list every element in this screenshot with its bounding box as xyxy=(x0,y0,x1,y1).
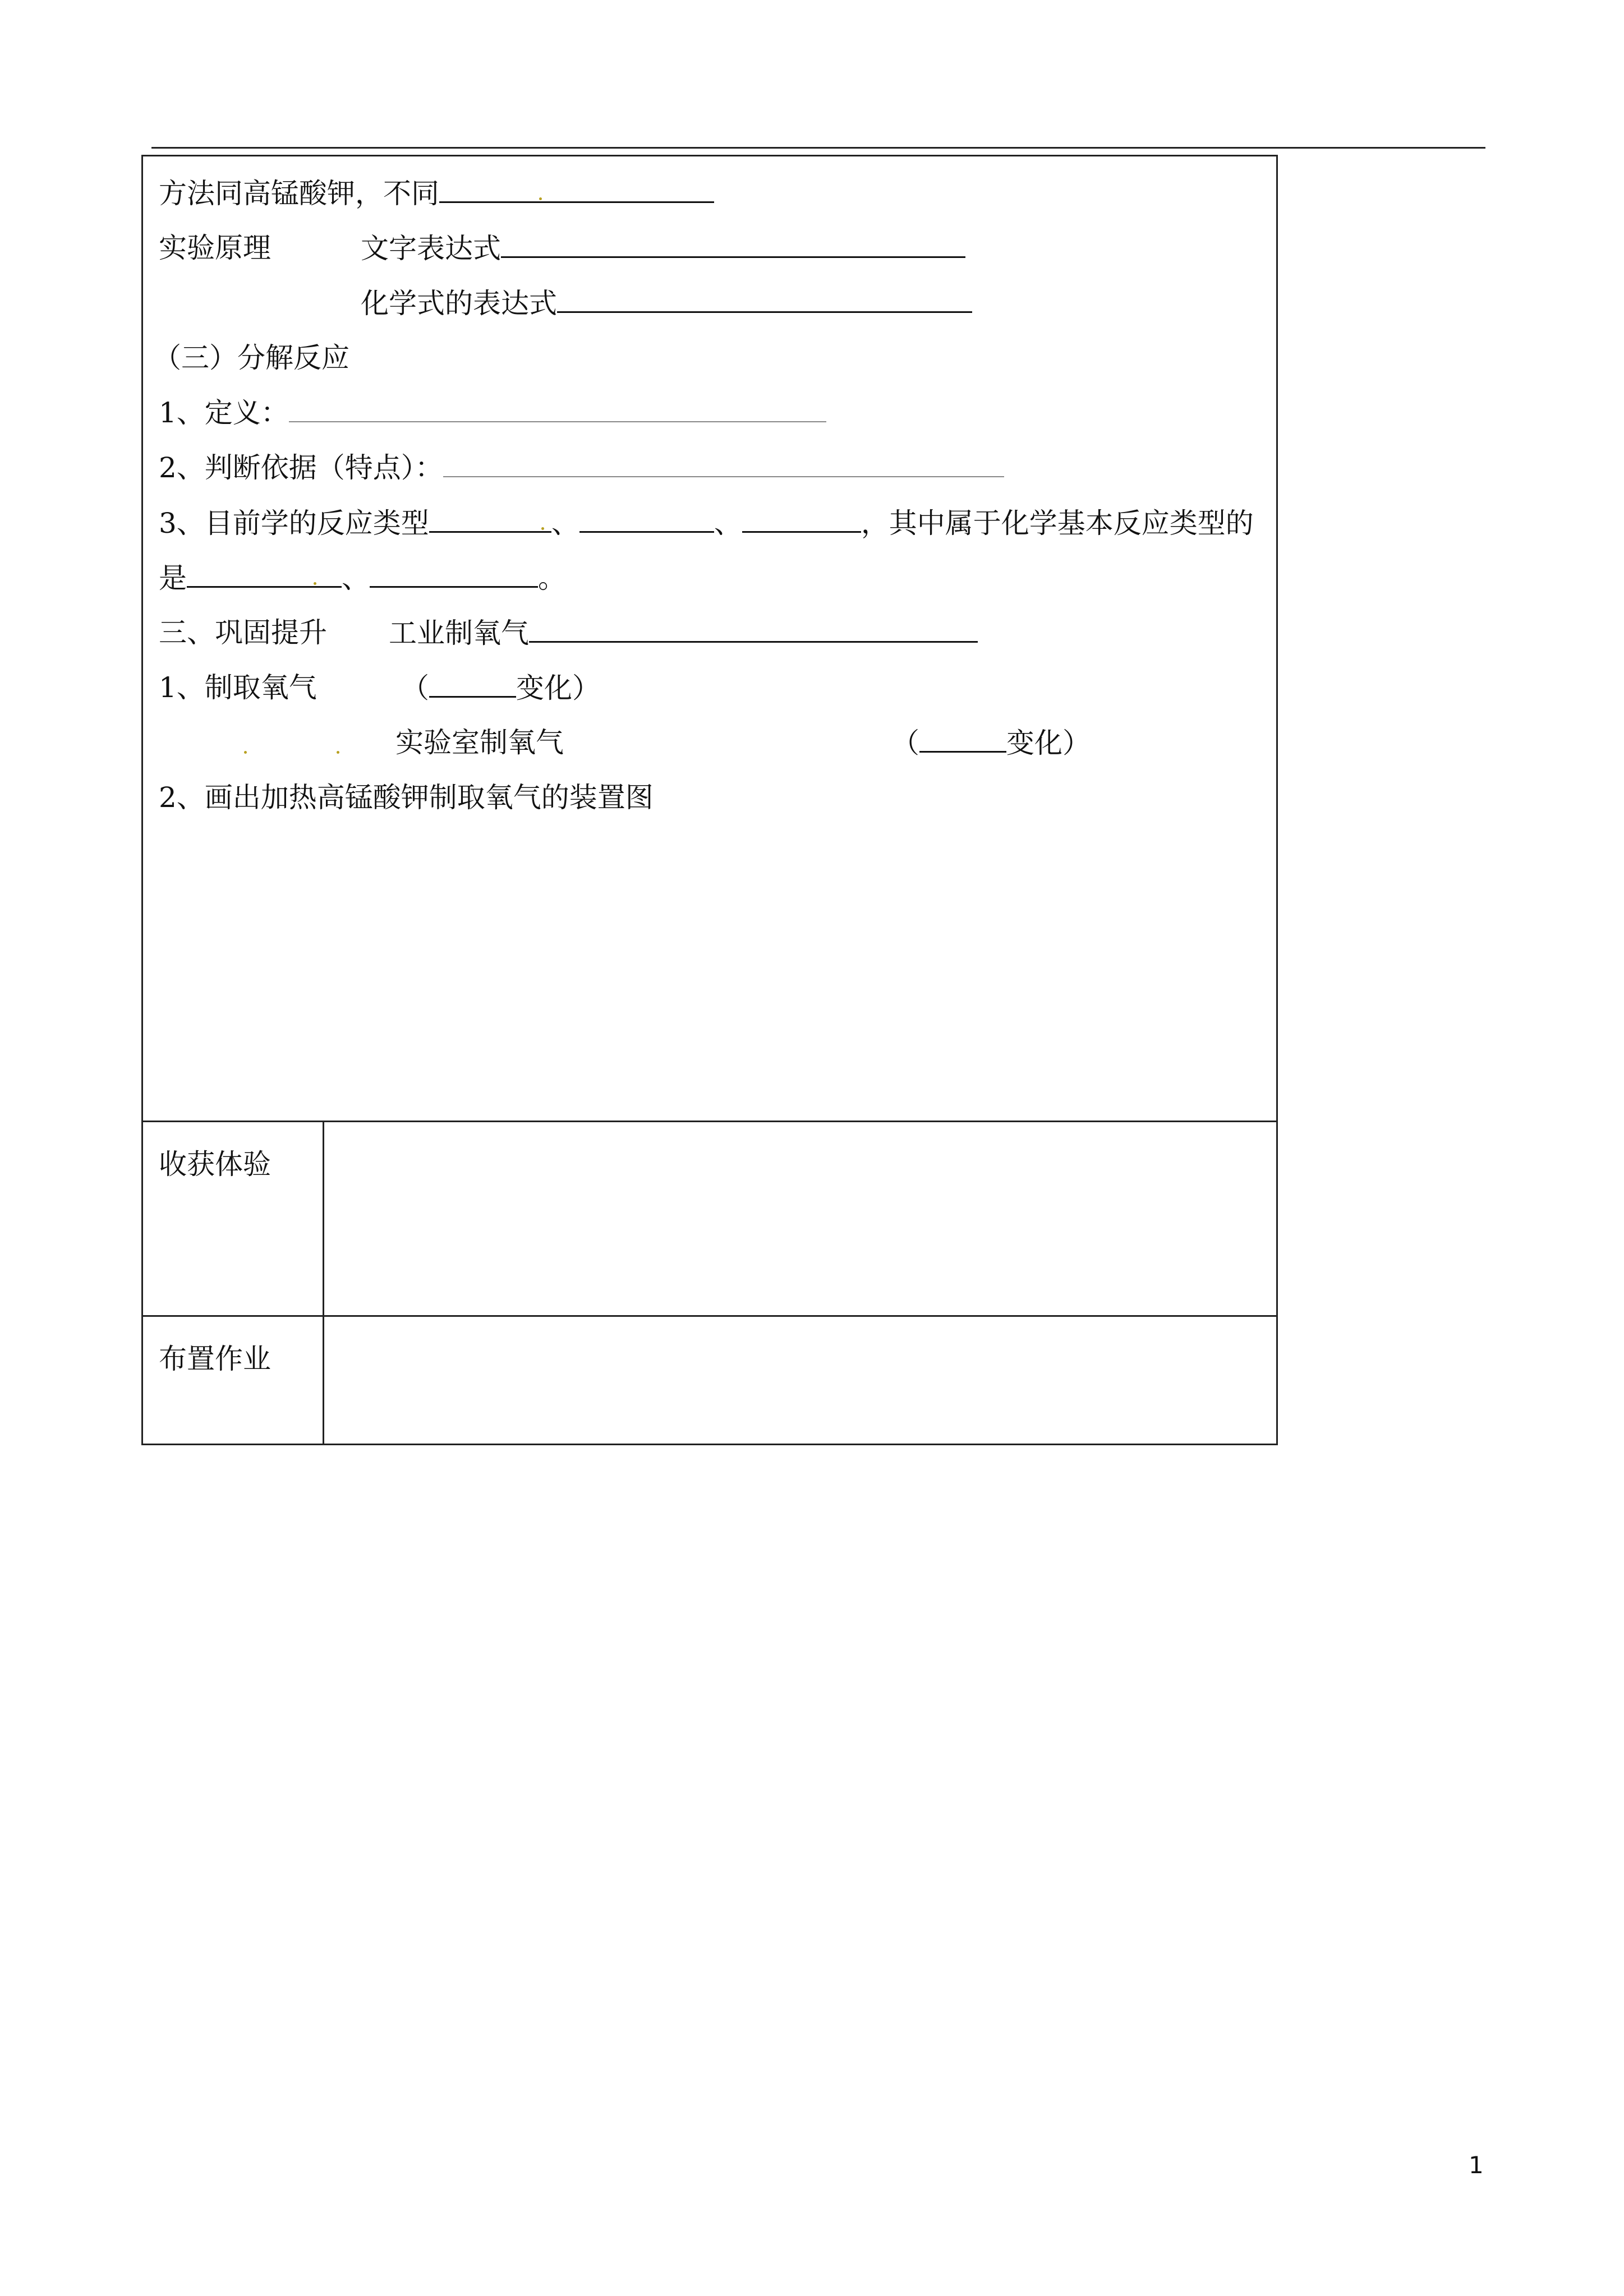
marker-dot xyxy=(314,582,316,585)
basic-type-blank-2[interactable] xyxy=(370,559,538,588)
marker-dot xyxy=(244,751,247,754)
marker-dot xyxy=(337,751,339,754)
line-draw-apparatus xyxy=(159,779,654,816)
line-word-equation xyxy=(361,229,965,267)
homework-label-cell xyxy=(143,1317,324,1444)
industrial-oxygen-label: 工业制氧气 xyxy=(389,617,529,649)
harvest-label-cell xyxy=(143,1122,324,1315)
lab-change-word: 变化） xyxy=(1006,727,1091,759)
criteria-blank[interactable] xyxy=(443,449,1004,477)
industrial-change-blank[interactable] xyxy=(429,669,516,698)
marker-dot xyxy=(541,527,544,530)
definition-label: 1、定义： xyxy=(159,397,289,429)
reaction-types-prefix: 3、目前学的反应类型 xyxy=(159,507,429,540)
definition-blank[interactable] xyxy=(289,394,826,422)
industrial-change-paren: （ xyxy=(401,672,429,704)
line-definition xyxy=(159,394,826,431)
line-chemical-equation xyxy=(361,284,972,322)
section-decomposition-title: （三）分解反应 xyxy=(153,342,349,374)
lab-change-paren: （ xyxy=(891,727,919,759)
line-principle xyxy=(159,229,271,266)
word-equation-blank[interactable] xyxy=(501,229,965,258)
line-consolidation xyxy=(159,614,327,651)
lab-oxygen-label: 实验室制氧气 xyxy=(395,726,564,759)
word-equation-label: 文字表达式 xyxy=(361,232,501,265)
reaction-type-blank-2[interactable] xyxy=(579,504,714,533)
line-basic-types xyxy=(159,559,566,597)
line-lab-change xyxy=(891,724,1091,762)
line-reaction-types xyxy=(159,504,1254,542)
industrial-oxygen-blank[interactable] xyxy=(529,614,978,643)
harvest-label: 收获体验 xyxy=(159,1148,271,1181)
criteria-label: 2、判断依据（特点）： xyxy=(159,451,443,484)
chemical-equation-label: 化学式的表达式 xyxy=(361,287,557,320)
line-industrial-oxygen xyxy=(389,614,978,652)
harvest-row xyxy=(143,1122,1276,1317)
principle-label: 实验原理 xyxy=(159,232,271,264)
worksheet-table xyxy=(141,155,1278,1445)
oxygen-prep-label: 1、制取氧气 xyxy=(159,671,317,704)
lab-change-blank[interactable] xyxy=(919,724,1006,753)
homework-answer-cell[interactable] xyxy=(324,1317,1276,1444)
page-number: 1 xyxy=(1469,2151,1484,2179)
line-industrial-change xyxy=(401,669,600,707)
homework-row xyxy=(143,1317,1276,1444)
line-oxygen-prep xyxy=(159,669,317,706)
method-text: 方法同高锰酸钾，不同 xyxy=(159,177,439,210)
reaction-type-blank-3[interactable] xyxy=(742,504,861,533)
industrial-change-word: 变化） xyxy=(516,672,600,704)
chemical-equation-blank[interactable] xyxy=(557,284,972,313)
reaction-type-blank-1[interactable] xyxy=(429,504,551,533)
content-row xyxy=(143,156,1276,1122)
line-criteria xyxy=(159,449,1004,486)
reaction-types-sep-2: 、 xyxy=(714,507,742,540)
header-rule xyxy=(151,147,1485,149)
basic-types-sep: 、 xyxy=(342,562,370,594)
basic-type-blank-1[interactable] xyxy=(187,559,342,588)
line-method xyxy=(159,174,714,212)
draw-apparatus-text: 2、画出加热高锰酸钾制取氧气的装置图 xyxy=(159,781,654,814)
marker-dot xyxy=(539,197,542,200)
basic-types-suffix: 。 xyxy=(538,562,566,594)
drawing-area[interactable] xyxy=(159,829,1253,1099)
reaction-types-sep-1: 、 xyxy=(551,507,579,540)
harvest-answer-cell[interactable] xyxy=(324,1122,1276,1315)
reaction-types-suffix: ，其中属于化学基本反应类型的 xyxy=(861,507,1254,540)
basic-types-prefix: 是 xyxy=(159,562,187,594)
consolidation-label: 三、巩固提升 xyxy=(159,616,327,649)
method-blank[interactable] xyxy=(439,174,714,203)
line-lab-oxygen xyxy=(395,724,564,761)
homework-label: 布置作业 xyxy=(159,1343,271,1375)
section-decomposition xyxy=(153,339,349,376)
